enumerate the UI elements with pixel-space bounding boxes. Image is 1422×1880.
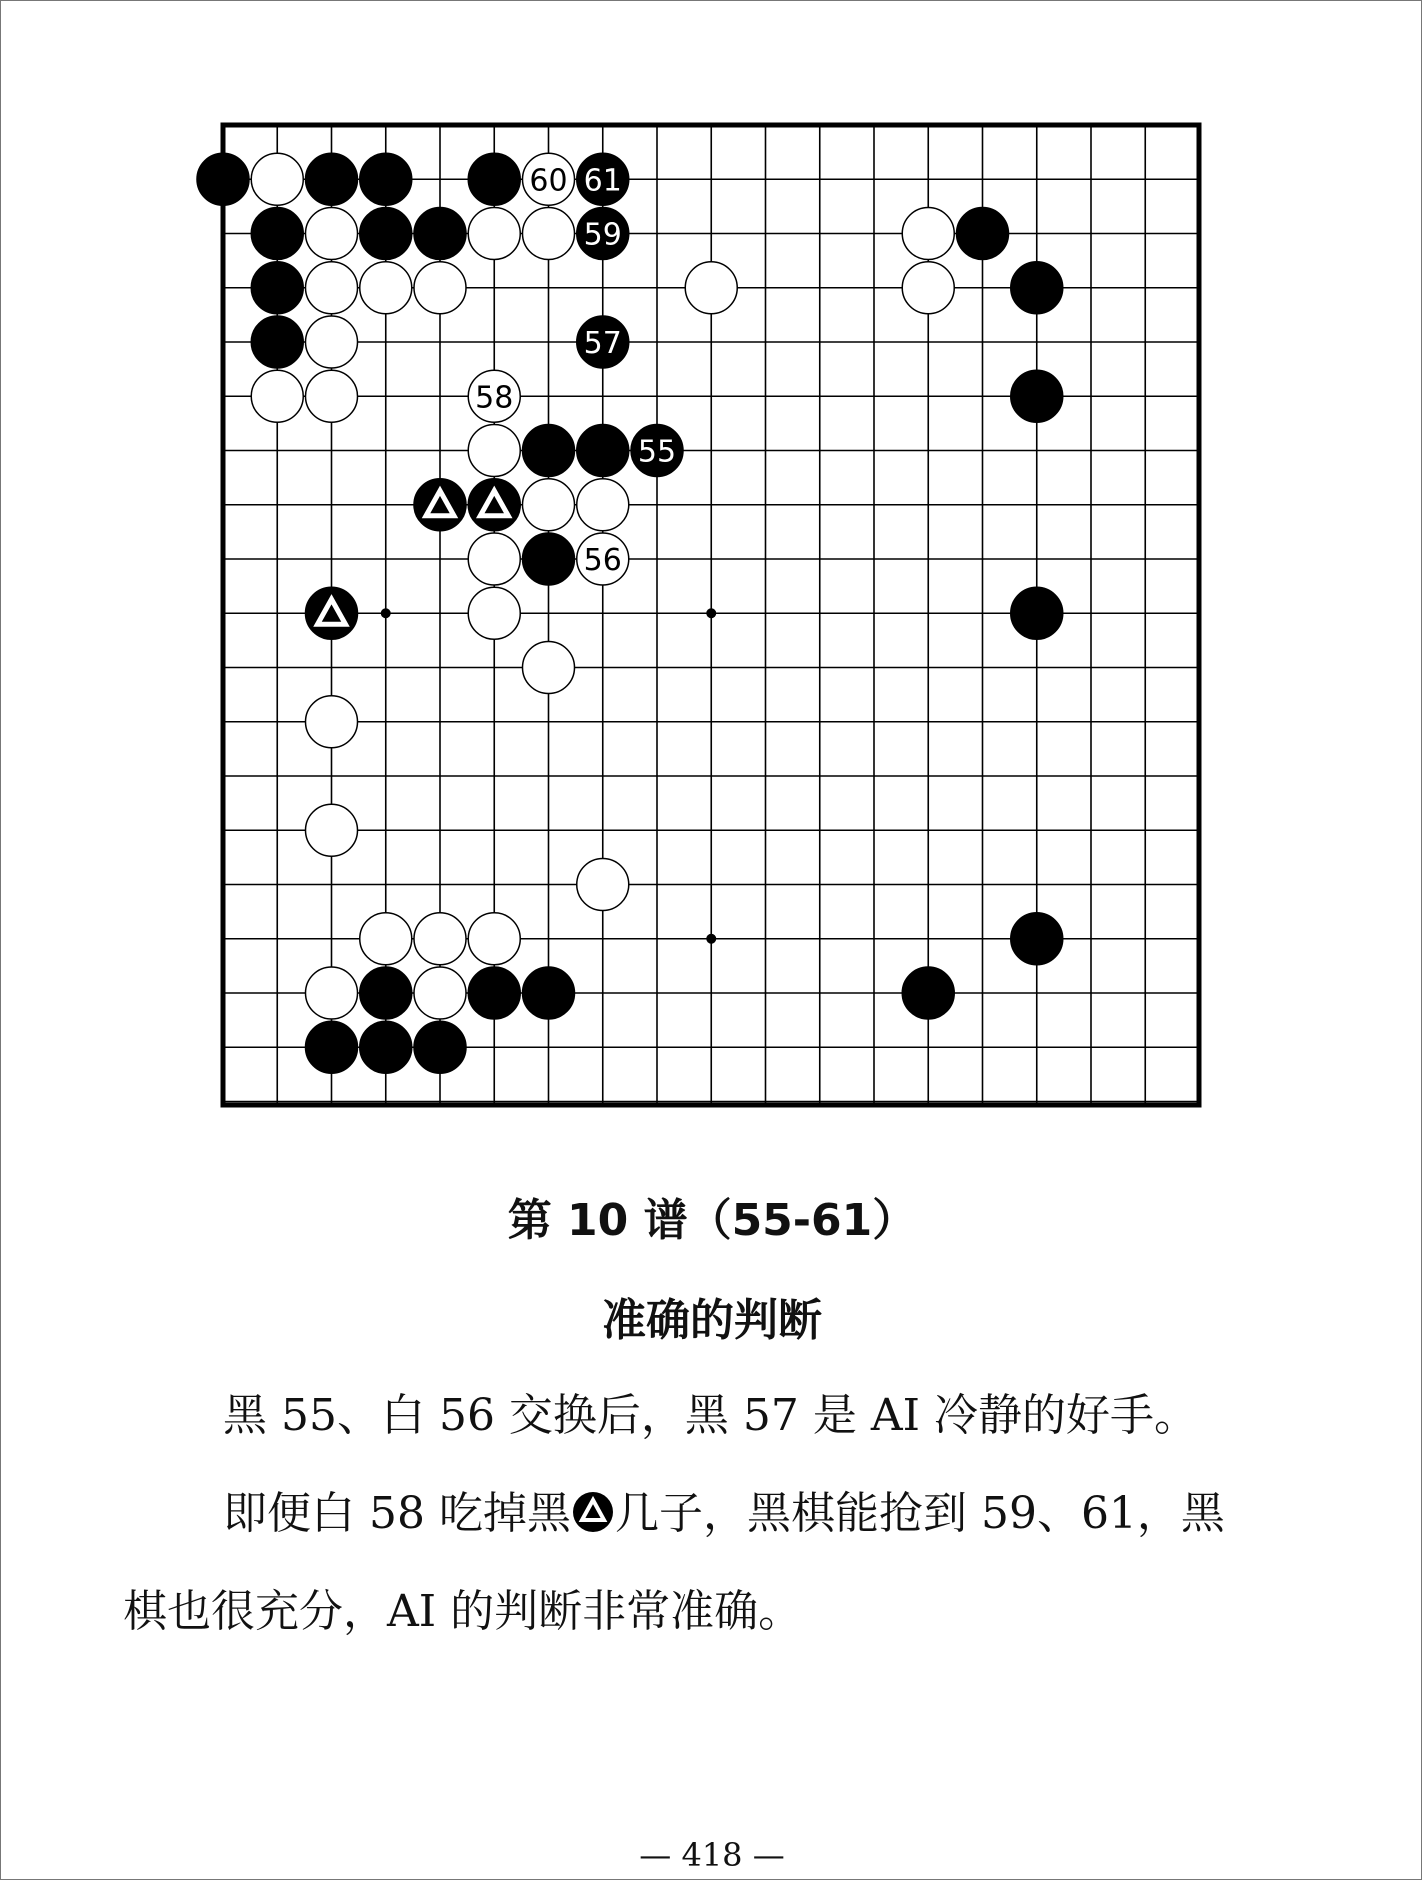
white-stone [306, 967, 358, 1019]
move-number-label: 59 [583, 217, 622, 253]
move-number-label: 60 [529, 163, 568, 199]
black-stone [1011, 587, 1063, 639]
black-stone [251, 316, 303, 368]
paragraph-2-text-after: 几子，黑棋能抢到 59、61，黑 [614, 1488, 1225, 1539]
white-stone [523, 479, 575, 531]
white-stone [468, 425, 520, 477]
black-stone [523, 425, 575, 477]
move-number-label: 58 [475, 380, 514, 416]
white-stone [468, 913, 520, 965]
black-stone [306, 153, 358, 205]
white-stone [414, 262, 466, 314]
black-stone [251, 208, 303, 260]
black-triangle-stone-icon [571, 1490, 615, 1534]
black-stone [360, 153, 412, 205]
black-stone [197, 153, 249, 205]
star-point [706, 934, 716, 944]
white-stone [468, 533, 520, 585]
white-stone [685, 262, 737, 314]
white-stone [306, 316, 358, 368]
white-stone [523, 208, 575, 260]
black-stone [957, 208, 1009, 260]
star-point [706, 608, 716, 618]
white-stone [902, 262, 954, 314]
black-stone [414, 1021, 466, 1073]
white-stone [414, 967, 466, 1019]
move-number-label: 57 [583, 326, 622, 361]
diagram-subtitle: 准确的判断 [602, 1295, 822, 1346]
black-stone [360, 1021, 412, 1073]
paragraph-2-text-before: 即便白 58 吃掉黑 [223, 1488, 571, 1539]
black-stone [468, 153, 520, 205]
white-stone [306, 262, 358, 314]
white-stone [251, 153, 303, 205]
white-stone [468, 587, 520, 639]
white-stone [468, 208, 520, 260]
black-stone [360, 208, 412, 260]
black-stone [414, 208, 466, 260]
white-stone [306, 696, 358, 748]
white-stone [306, 804, 358, 856]
black-stone [577, 425, 629, 477]
move-number-label: 56 [583, 543, 622, 578]
black-stone [360, 967, 412, 1019]
white-stone [902, 208, 954, 260]
diagram-title: 第 10 谱（55-61） [507, 1195, 917, 1246]
black-stone [523, 533, 575, 585]
white-stone [523, 642, 575, 694]
page-number: — 418 — [639, 1836, 785, 1874]
white-stone [251, 370, 303, 422]
white-stone [306, 370, 358, 422]
black-stone [1011, 913, 1063, 965]
white-stone [414, 913, 466, 965]
move-number-label: 61 [583, 163, 622, 199]
black-stone [306, 1021, 358, 1073]
star-point [381, 608, 391, 618]
move-number-label: 55 [637, 434, 677, 470]
white-stone [577, 859, 629, 911]
black-stone [523, 967, 575, 1019]
black-stone [468, 967, 520, 1019]
black-stone [1011, 262, 1063, 314]
white-stone [577, 479, 629, 531]
white-stone [360, 913, 412, 965]
paragraph-1: 黑 55、白 56 交换后，黑 57 是 AI 冷静的好手。 [223, 1390, 1199, 1441]
paragraph-2-line-2: 棋也很充分，AI 的判断非常准确。 [123, 1586, 803, 1637]
white-stone [360, 262, 412, 314]
black-stone [1011, 370, 1063, 422]
go-board-diagram [191, 115, 1221, 1125]
white-stone [306, 208, 358, 260]
paragraph-2-line-1 [223, 1477, 1225, 1541]
black-stone [902, 967, 954, 1019]
black-stone [251, 262, 303, 314]
